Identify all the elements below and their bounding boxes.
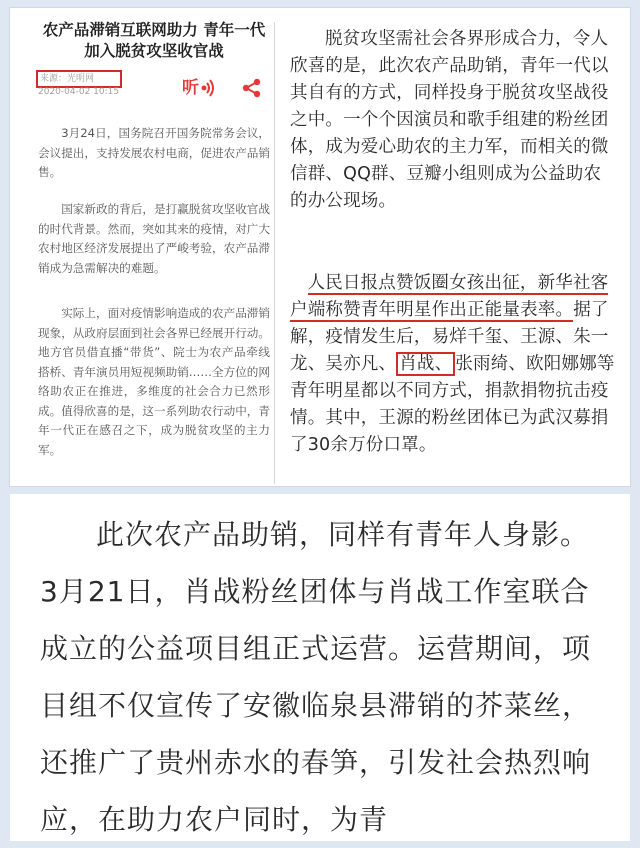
article-date: 2020-04-02 10:15 (38, 87, 120, 97)
news-app-column (20, 8, 270, 486)
highlight-boxed-name: 肖战、 (396, 352, 455, 376)
column-divider (274, 22, 275, 484)
share-icon[interactable] (242, 78, 262, 98)
right-paragraph-highlighted (290, 270, 616, 459)
article-screenshot-panel (10, 8, 630, 486)
right-text: 张雨绮、欧阳娜娜等青年明星都以不同方式，捐款捐物抗击疫情。其中，王源的粉丝团体已为武汉募捐了30余万份口罩。 (290, 354, 615, 455)
listen-icon[interactable] (182, 76, 222, 100)
article-paragraph: 实际上，面对疫情影响造成的农产品滞销现象，从政府层面到社会各界已经展开行动。地方官员借直播“带货”、院士为农产品牵线搭桥、青年演员用短视频助销……全方位的网络助农正在推进，多维度的社会合力已然形成。值得欣喜的是，这一系列助农行动中，青年一代正在感召之下，成为脱贫攻坚的主力军。 (38, 306, 270, 457)
article-paragraph: 国家新政的背后，是打赢脱贫攻坚收官战的时代背景。然而，突如其来的疫情，对广大农村地区经济发展提出了严峻考验，农产品滞销成为急需解决的难题。 (38, 202, 270, 275)
listen-label: 听 (182, 78, 199, 98)
right-text: 据了解，疫情发生后，易烊千玺、王源、朱一龙、吴亦凡、 (290, 300, 609, 374)
right-paragraph: 脱贫攻坚需社会各界形成合力，令人欣喜的是，此次农产品助销，青年一代以其自有的方式，同样投身于脱贫攻坚战役之中。一个个因演员和歌手组建的粉丝团体，成为爱心助农的主力军，而相关的微信群、QQ群、豆瓣小组则成为公益助农的办公现场。 (290, 29, 609, 211)
bottom-text-panel (10, 494, 630, 841)
bottom-paragraph: 此次农产品助销，同样有青年人身影。3月21日，肖战粉丝团体与肖战工作室联合成立的公益项目组正式运营。运营期间，项目组不仅宣传了安徽临泉县滞销的芥菜丝，还推广了贵州赤水的春笋，引发社会热烈响应，在助力农户同时，为青 (40, 518, 592, 836)
article-title: 农产品滞销互联网助力 青年一代加入脱贫攻坚收官战 (42, 21, 266, 60)
highlight-underlined-text: 人民日报点赞饭圈女孩出征，新华社客户端称赞青年明星作出正能量表率。 (290, 273, 609, 320)
text-column (286, 8, 626, 486)
article-source: 来源：光明网 (36, 70, 122, 88)
article-paragraph: 3月24日，国务院召开国务院常务会议，会议提出，支持发展农村电商，促进农产品销售。 (38, 126, 270, 179)
sound-wave-icon (200, 79, 216, 97)
